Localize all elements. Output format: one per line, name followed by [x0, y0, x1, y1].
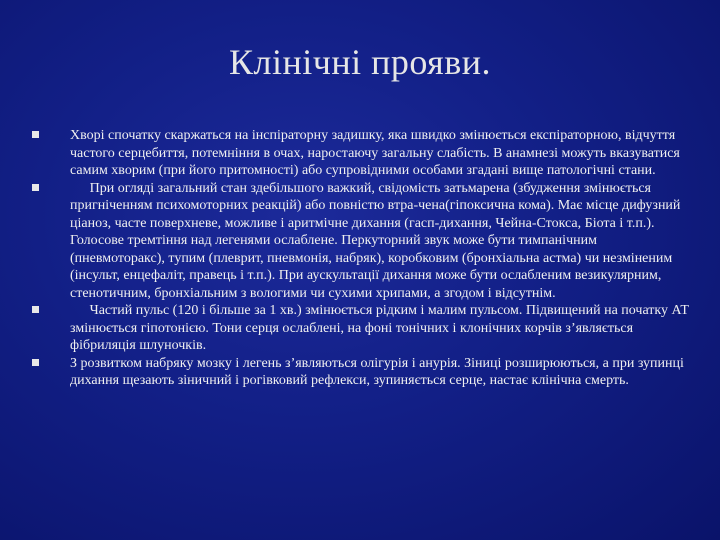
bullet-text: Хворі спочатку скаржаться на інспіраторну задишку, яка швидко змінюється експіраторною, відчуття частого серцебиття, потемніння в очах, наростаючу загальну слабість. В анамнезі можуть вказуватися самим хворим (при його притомності) або супровідними особами згадані вище патологічні стани.	[70, 128, 680, 178]
bullet-text: З розвитком набряку мозку і легень з’являються олігурія і анурія. Зіниці розширюються, а при зупинці дихання щезають зіничний і рогівковий рефлекси, зупиняється серце, настає клінічна смерть.	[70, 355, 684, 388]
square-bullet-icon	[32, 184, 39, 191]
square-bullet-icon	[32, 359, 39, 366]
bullet-item	[28, 355, 693, 390]
square-bullet-icon	[32, 131, 39, 138]
bullet-text: Частий пульс (120 і більше за 1 хв.) змінюється рідким і малим пульсом. Підвищений на початку АТ змінюється гіпотонією. Тони серця ослаблені, на фоні тонічних і клонічних корчів з’являється фібриляція шлуночків.	[70, 303, 689, 353]
bullet-item	[28, 302, 693, 355]
bullet-list	[28, 127, 693, 390]
bullet-text: При огляді загальний стан здебільшого важкий, свідомість затьмарена (збудження змінюється пригніченням психомоторних реакцій) або повністю втра-чена(гіпоксична кома). Має місце дифузний ціаноз, часте поверхневе, можливе і аритмічне дихання (гасп-дихання, Чейна-Стокса, Біота і т.п.). Голосове тремтіння над легенями ослаблене. Перкуторний звук може бути тимпанічним (пневмоторакс), тупим (плеврит, пневмонія, набряк), коробковим (бронхіальна астма) чи незміненим (інсульт, енцефаліт, правець і т.п.). При аускультації дихання може бути ослабленим везикулярним, стенотичним, бронхіальним з вологими чи сухими хрипами, а згодом і відсутнім.	[70, 180, 681, 301]
bullet-item	[28, 127, 693, 180]
bullet-item	[28, 180, 693, 303]
square-bullet-icon	[32, 306, 39, 313]
slide-title: Клінічні прояви.	[228, 42, 492, 82]
